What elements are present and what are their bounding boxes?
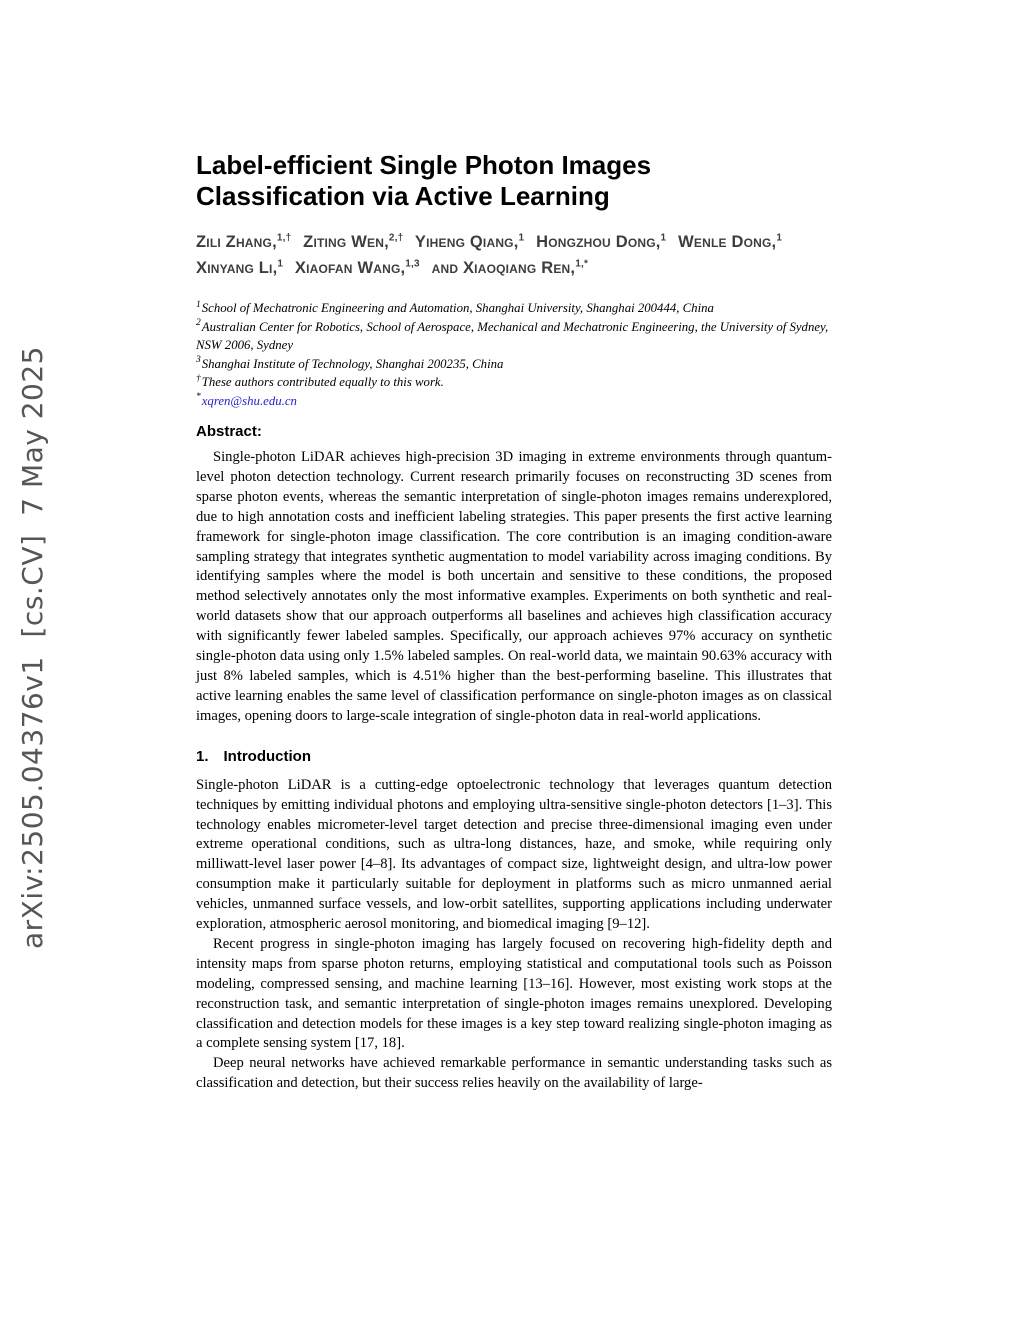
- author-superscript: 1,†: [276, 232, 292, 244]
- author-superscript: 1: [776, 232, 783, 244]
- author: [196, 259, 283, 277]
- paragraph: Single-photon LiDAR is a cutting-edge optoelectronic technology that leverages quantum detection techniques by emitting individual photons and employing ultra-sensitive single-photon detectors [1–3]. This technology enables micrometer-level target detection and precise three-dimensional imaging even under extreme operational conditions, such as ultra-long distances, haze, and smoke, while requiring only milliwatt-level laser power [4–8]. Its advantages of compact size, lightweight design, and ultra-low power consumption make it particularly suitable for deployment in platforms such as micro unmanned aerial vehicles, unmanned surface vessels, and low-orbit satellites, supporting applications including underwater exploration, atmospheric aerosol monitoring, and biomedical imaging [9–12].: [196, 776, 832, 933]
- affiliation-text: Shanghai Institute of Technology, Shanghai 200235, China: [201, 356, 504, 371]
- dagger-superscript: †: [196, 373, 201, 384]
- paragraph: Deep neural networks have achieved remarkable performance in semantic understanding tasks such as classification and detection, but their success relies heavily on the availability of large-: [196, 1055, 832, 1092]
- affiliation-item: [196, 355, 832, 374]
- arxiv-watermark: arXiv:2505.04376v1 [cs.CV] 7 May 2025: [16, 346, 49, 950]
- paper-title: [196, 150, 832, 212]
- author-superscript: 1: [660, 232, 667, 244]
- author-name: Wenle Dong,: [678, 233, 777, 251]
- author-superscript: 1,*: [575, 258, 589, 270]
- author-superscript: 2,†: [388, 232, 404, 244]
- author-superscript: 1: [518, 232, 525, 244]
- author-name: and Xiaoqiang Ren,: [431, 259, 576, 277]
- title-line-2: Classification via Active Learning: [196, 181, 610, 211]
- introduction-body: [196, 776, 832, 1095]
- section-title: Introduction: [223, 747, 311, 765]
- asterisk-superscript: *: [196, 392, 201, 403]
- affiliation-item: [196, 299, 832, 318]
- paper-content: [196, 0, 832, 1094]
- section-heading-introduction: [196, 748, 832, 765]
- affiliation-text: Australian Center for Robotics, School of Aerospace, Mechanical and Mechatronic Engineering, the University of Sydney, NSW 2006, Sydney: [196, 319, 829, 352]
- author-name: Ziting Wen,: [303, 233, 389, 251]
- author-superscript: 1,3: [405, 258, 420, 270]
- affiliation-superscript: 1: [196, 299, 201, 310]
- author: [678, 233, 782, 251]
- email-link[interactable]: xqren@shu.edu.cn: [201, 393, 297, 408]
- affiliation-item: [196, 318, 832, 355]
- author: [303, 233, 403, 251]
- affiliation-text: These authors contributed equally to this work.: [201, 375, 444, 389]
- affiliation-superscript: 3: [196, 355, 201, 366]
- abstract-heading: Abstract:: [196, 423, 262, 440]
- affiliation-superscript: 2: [196, 318, 201, 329]
- author-superscript: 1: [277, 258, 284, 270]
- author: [432, 259, 588, 277]
- author-name: Xinyang Li,: [196, 259, 278, 277]
- author-list: [196, 229, 832, 281]
- author: [295, 259, 420, 277]
- affiliation-list: [196, 299, 832, 410]
- abstract-section: [196, 448, 832, 727]
- paragraph: Recent progress in single-photon imaging has largely focused on recovering high-fidelity depth and intensity maps from sparse photon returns, employing statistical and computational tools such as Poisson modeling, compressed sensing, and machine learning [13–16]. However, most existing work stops at the reconstruction task, and semantic interpretation of single-photon images remains unexplored. Developing classification and detection models for these images is a key step toward realizing single-photon imaging as a complete sensing system [17, 18].: [196, 935, 832, 1052]
- title-line-1: Label-efficient Single Photon Images: [196, 150, 652, 180]
- corresponding-author-line: [196, 392, 832, 411]
- affiliation-text: School of Mechatronic Engineering and Automation, Shanghai University, Shanghai 200444, China: [201, 301, 714, 315]
- author: [536, 233, 666, 251]
- author-name: Zili Zhang,: [196, 233, 277, 251]
- author-name: Hongzhou Dong,: [536, 233, 661, 251]
- abstract-paragraph: Single-photon LiDAR achieves high-precision 3D imaging in extreme environments through quantum-level photon detection technology. Current research primarily focuses on reconstructing 3D scenes from sparse photon events, whereas the semantic interpretation of single-photon images remains underexplored, due to high annotation costs and inefficient labeling strategies. This paper presents the first active learning framework for single-photon image classification. The core contribution is an imaging condition-aware sampling strategy that integrates synthetic augmentation to model variability across imaging conditions. By identifying samples where the model is both uncertain and sensitive to these conditions, the proposed method selectively annotates only the most informative examples. Experiments on both synthetic and real-world datasets show that our approach outperforms all baselines and achieves high classification accuracy with significantly fewer labeled samples. Specifically, our approach achieves 97% accuracy on synthetic single-photon data using only 1.5% labeled samples. On real-world data, we maintain 90.63% accuracy with just 8% labeled samples, which is 4.51% higher than the best-performing baseline. This illustrates that active learning enables the same level of classification performance on single-photon images as on classical images, opening doors to large-scale integration of single-photon data in real-world applications.: [196, 449, 832, 724]
- section-number: 1.: [196, 747, 209, 765]
- author: [415, 233, 524, 251]
- author-name: Xiaofan Wang,: [294, 259, 406, 277]
- equal-contribution-note: [196, 373, 832, 392]
- author-name: Yiheng Qiang,: [414, 233, 519, 251]
- author: [196, 233, 291, 251]
